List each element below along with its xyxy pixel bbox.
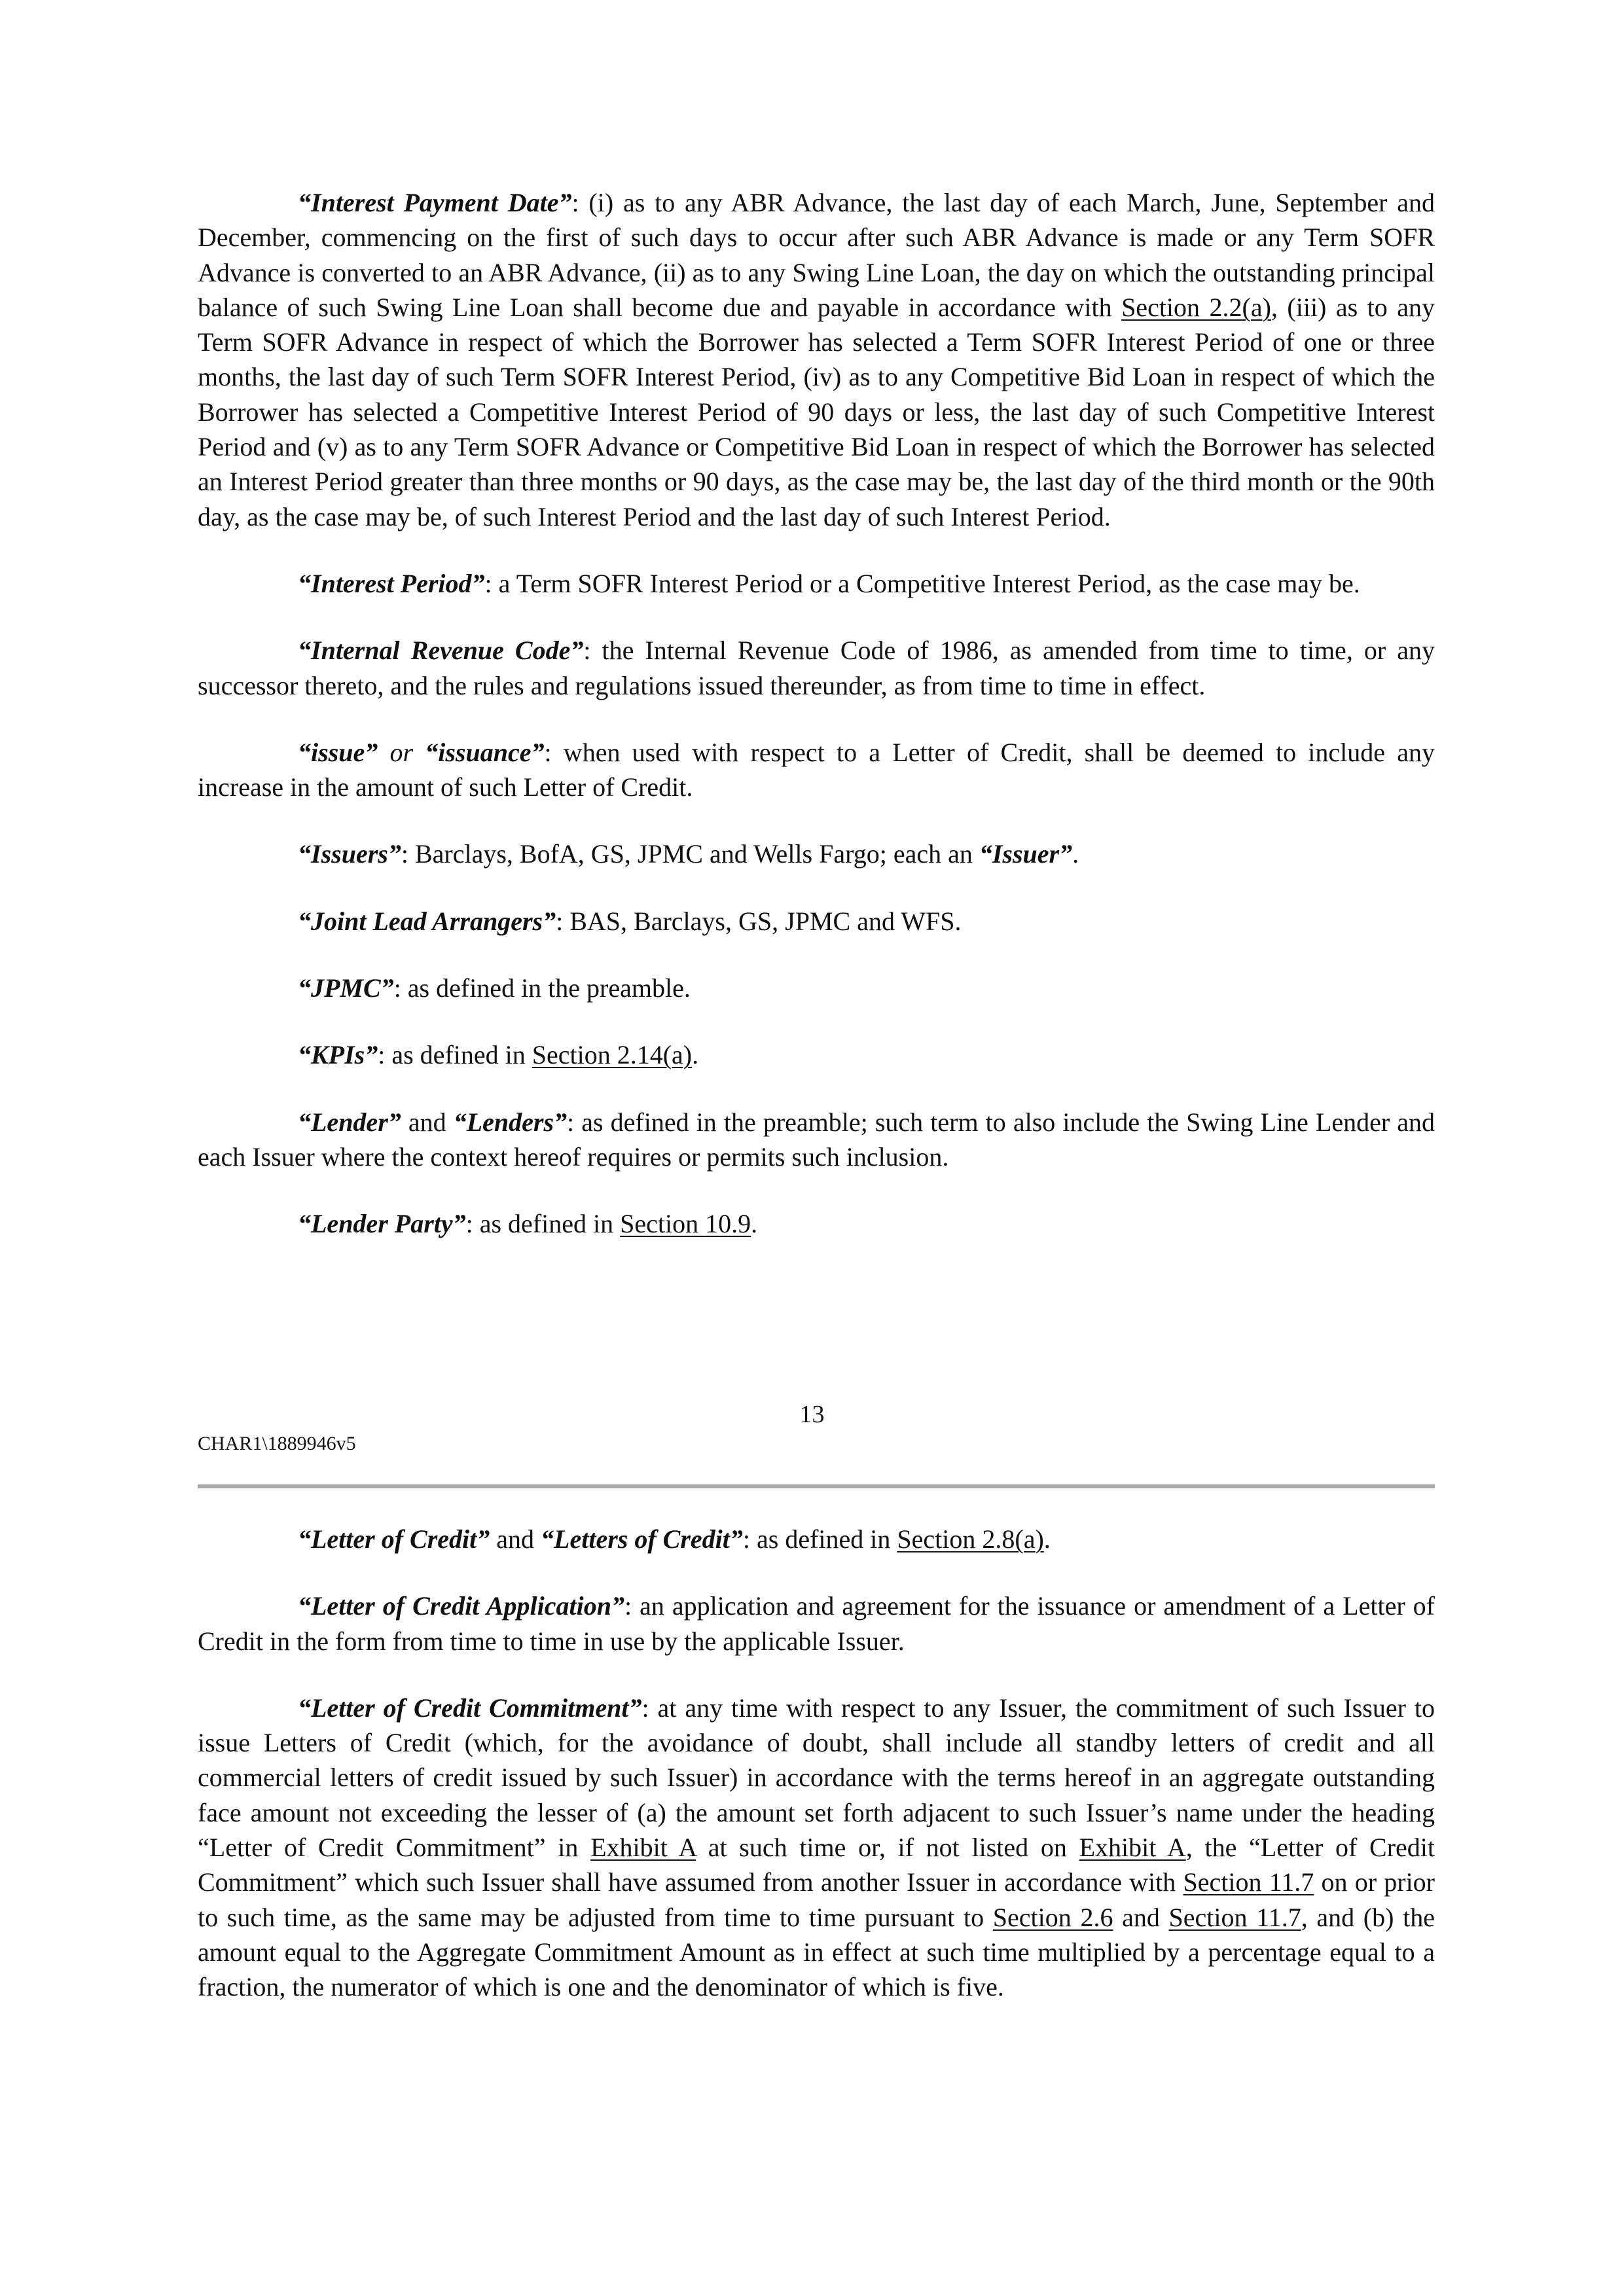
- definition-text: on or prior to such time, as the same may be adjusted from time to time pursuant to: [198, 1867, 1435, 1932]
- document-id: CHAR1\1889946v5: [198, 1433, 356, 1454]
- definition-text: .: [1072, 839, 1079, 869]
- defined-term: “Letter of Credit Commitment”: [298, 1693, 642, 1723]
- defined-term: “Issuers”: [298, 839, 401, 869]
- defined-term: “Lenders”: [453, 1107, 568, 1137]
- defined-term: “Lender Party”: [298, 1209, 466, 1239]
- definition-text: : as defined in the preamble; such term to also include the Swing Line Lender and each Issuer where the context hereof requires or permits such inclusion.: [198, 1107, 1435, 1172]
- definition-text: .: [1043, 1524, 1051, 1554]
- definition-text: , (iii) as to any Term SOFR Advance in respect of which the Borrower has selected a Term SOFR Interest Period of one or three months, the last day of such Term SOFR Interest Period, (iv) as to any Competitive Bid Loan in respect of which the Borrower has selected a Competitive Interest Period of 90 days or less, the last day of such Competitive Interest Period and (v) as to any Term SOFR Advance or Competitive Bid Loan in respect of which the Borrower has selected an Interest Period greater than three months or 90 days, as the case may be, the last day of the third month or the 90th day, as the case may be, of such Interest Period and the last day of such Interest Period.: [198, 292, 1435, 531]
- defined-term: “Letters of Credit”: [541, 1524, 743, 1554]
- definition-text: : as defined in the preamble.: [393, 973, 691, 1003]
- cross-reference-link[interactable]: Section 2.2(a): [1121, 292, 1271, 322]
- page-number: 13: [799, 1401, 825, 1428]
- def-lender-lenders: [198, 1105, 1435, 1175]
- def-issue-issuance: [198, 735, 1435, 805]
- def-kpis: [198, 1037, 1435, 1072]
- connector-text: or: [378, 737, 425, 767]
- def-internal-revenue-code: [198, 633, 1435, 703]
- definition-text: : the Internal Revenue Code of 1986, as amended from time to time, or any successor thereto, and the rules and regulations issued thereunder, as from time to time in effect.: [198, 636, 1435, 700]
- defined-term: “KPIs”: [298, 1040, 378, 1070]
- cross-reference-link[interactable]: Section 2.8(a): [897, 1524, 1044, 1554]
- definition-text: and: [1113, 1902, 1169, 1932]
- def-letter-of-credit-application: [198, 1588, 1435, 1659]
- definition-text: : (i) as to any ABR Advance, the last day of each March, June, September and December, commencing on the first of such days to occur after such ABR Advance is made or any Term SOFR Advance is converted to an ABR Advance, (ii) as to any Swing Line Loan, the day on which the outstanding principal balance of such Swing Line Loan shall become due and payable in accordance with: [198, 188, 1435, 322]
- definition-text: : as defined in: [378, 1040, 532, 1070]
- def-interest-payment-date: [198, 185, 1435, 534]
- definition-text: : BAS, Barclays, GS, JPMC and WFS.: [556, 906, 962, 936]
- definition-text: : when used with respect to a Letter of Credit, shall be deemed to include any increase in the amount of such Letter of Credit.: [198, 737, 1435, 802]
- definition-text: at such time or, if not listed on: [696, 1833, 1079, 1863]
- def-issuers: [198, 836, 1435, 871]
- cross-reference-link[interactable]: Exhibit A: [590, 1833, 696, 1863]
- document-page-upper: [198, 185, 1435, 1274]
- definition-text: , and (b) the amount equal to the Aggregate Commitment Amount as in effect at such time multiplied by a percentage equal to a fraction, the numerator of which is one and the denominator of which is five.: [198, 1902, 1435, 2002]
- defined-term: “Internal Revenue Code”: [298, 636, 584, 666]
- definition-text: : a Term SOFR Interest Period or a Competitive Interest Period, as the case may be.: [484, 568, 1360, 598]
- definition-text: and: [490, 1524, 541, 1554]
- defined-term: “Letter of Credit”: [298, 1524, 490, 1554]
- defined-term: “JPMC”: [298, 973, 394, 1003]
- cross-reference-link[interactable]: Section 2.6: [992, 1902, 1113, 1932]
- def-lender-party: [198, 1206, 1435, 1241]
- def-jpmc: [198, 971, 1435, 1005]
- def-joint-lead-arrangers: [198, 904, 1435, 939]
- defined-term: “Issuer”: [979, 839, 1073, 869]
- defined-term: “Letter of Credit Application”: [298, 1591, 624, 1621]
- document-page-lower: [198, 1522, 1435, 2037]
- definition-text: : as defined in: [465, 1209, 621, 1239]
- definition-text: .: [692, 1040, 699, 1070]
- definition-text: .: [751, 1209, 758, 1239]
- defined-term: “Lender”: [298, 1107, 401, 1137]
- definition-text: : at any time with respect to any Issuer, the commitment of such Issuer to issue Letters of Credit (which, for the avoidance of doubt, shall include all standby letters of credit and all commercial letters of credit issued by such Issuer) in accordance with the terms hereof in an aggregate outstanding face amount not exceeding the lesser of (a) the amount set forth adjacent to such Issuer’s name under the heading “Letter of Credit Commitment” in: [198, 1693, 1435, 1863]
- defined-term: “Interest Period”: [298, 568, 485, 598]
- cross-reference-link[interactable]: Section 10.9: [620, 1209, 751, 1239]
- definition-text: , the “Letter of Credit Commitment” which such Issuer shall have assumed from another Issuer in accordance with: [198, 1833, 1435, 1897]
- definition-text: : an application and agreement for the issuance or amendment of a Letter of Credit in the form from time to time in use by the applicable Issuer.: [198, 1591, 1435, 1656]
- defined-term: “Interest Payment Date”: [298, 188, 572, 217]
- cross-reference-link[interactable]: Section 11.7: [1168, 1902, 1301, 1932]
- page-separator: [198, 1484, 1435, 1488]
- defined-term: “issuance”: [425, 737, 545, 767]
- def-letter-of-credit: [198, 1522, 1435, 1556]
- def-interest-period: [198, 566, 1435, 601]
- cross-reference-link[interactable]: Exhibit A: [1079, 1833, 1186, 1863]
- defined-term: “Joint Lead Arrangers”: [298, 906, 556, 936]
- def-letter-of-credit-commitment: [198, 1691, 1435, 2005]
- definition-text: : Barclays, BofA, GS, JPMC and Wells Fargo; each an: [401, 839, 979, 869]
- definition-text: and: [401, 1107, 454, 1137]
- definition-text: : as defined in: [742, 1524, 897, 1554]
- defined-term: “issue”: [298, 737, 378, 767]
- cross-reference-link[interactable]: Section 2.14(a): [532, 1040, 693, 1070]
- cross-reference-link[interactable]: Section 11.7: [1183, 1867, 1314, 1897]
